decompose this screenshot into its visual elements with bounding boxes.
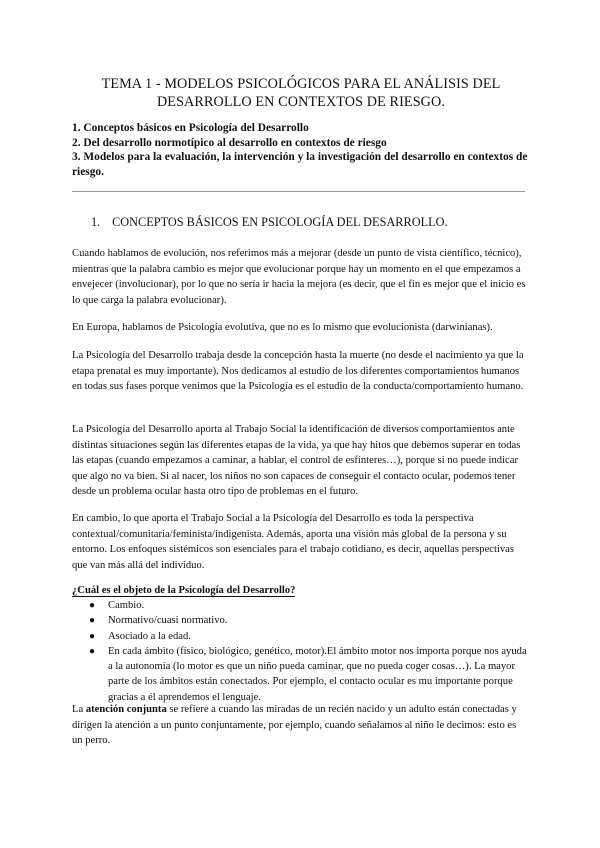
list-item bbox=[72, 613, 529, 628]
list-item bbox=[72, 598, 529, 613]
question-heading bbox=[72, 583, 529, 598]
key-term: atención conjunta bbox=[85, 704, 167, 715]
section-heading bbox=[91, 214, 448, 230]
toc-item: 3. Modelos para la evaluación, la intervención y la investigación del desarrollo en contextos de riesgo. bbox=[72, 151, 528, 178]
bullet-icon: ● bbox=[89, 615, 96, 627]
section-number: 1. bbox=[91, 215, 101, 229]
paragraph: La Psicología del Desarrollo trabaja desde la concepción hasta la muerte (no desde el nacimiento ya que la etapa prenatal es muy importante). Nos dedicamos al estudio de los diferentes comportamientos humanos en todas sus fases porque venimos que la Psicología es el estudio de la conducta/comportamiento humano. bbox=[72, 350, 524, 393]
table-of-contents bbox=[72, 121, 530, 179]
list-item-text: Cambio. bbox=[108, 600, 145, 611]
toc-item: 1. Conceptos básicos en Psicología del Desarrollo bbox=[72, 122, 309, 134]
list-item-text: Normativo/cuasi normativo. bbox=[108, 615, 228, 627]
bullet-icon: ● bbox=[89, 600, 96, 611]
list-item bbox=[72, 644, 529, 705]
paragraph: La Psicología del Desarrollo aporta al Trabajo Social la identificación de diversos comportamientos ante distintas situaciones según las diferentes etapas de la vida, ya que hay hitos que debemos superar en todas las etapas (cuando empezamos a caminar, a hablar, el control de esfínteres…), porque si no puede indicar que algo no va bien. Si al nacer, los niños no son capaces de conseguir el contacto ocular, podemos tener desde un problema ocular hasta otro tipo de problemas en el futuro. bbox=[72, 424, 521, 498]
paragraph: En cambio, lo que aporta el Trabajo Social a la Psicología del Desarrollo es toda la perspectiva contextual/comunitaria/feminista/indigenista. Además, aporta una visión más global de la persona y su entorno. Los enfoques sistémicos son esenciales para el trabajo cotidiano, es decir, aquellas perspectivas que van más allá del individuo. bbox=[72, 513, 515, 571]
list-item-text: En cada ámbito (físico, biológico, genético, motor).El ámbito motor nos importa porque nos ayuda a la autonomía (lo motor es que un niño pueda caminar, que no pueda coger cosas…). La mayor parte de los ámbitos están conectados. Por ejemplo, el contacto ocular es mu importante porque gracias a él aprendemos el lenguaje. bbox=[108, 645, 527, 703]
final-text: se refiere a cuando las miradas de un recién nacido y un adulto están conectadas y dirigen la atención a un punto conjuntamente, por ejemplo, cuando señalamos al niño le decimos: esto es un perro. bbox=[72, 704, 517, 747]
final-prefix: La bbox=[72, 704, 86, 715]
list-item-text: Asociado a la edad. bbox=[108, 630, 191, 642]
question-text: ¿Cuál es el objeto de la Psicología del Desarrollo? bbox=[72, 585, 296, 596]
title-line-2: DESARROLLO EN CONTEXTOS DE RIESGO. bbox=[156, 94, 446, 110]
horizontal-divider bbox=[72, 191, 525, 192]
list-item bbox=[72, 629, 529, 644]
final-paragraph bbox=[72, 702, 529, 749]
title-line-1: TEMA 1 - MODELOS PSICOLÓGICOS PARA EL ANÁLISIS DEL bbox=[101, 76, 501, 92]
section-title: CONCEPTOS BÁSICOS EN PSICOLOGÍA DEL DESARROLLO. bbox=[112, 215, 448, 229]
bullet-list bbox=[72, 598, 529, 705]
paragraph: Cuando hablamos de evolución, nos referimos más a mejorar (desde un punto de vista científico, técnico), mientras que la palabra cambio es mejor que evolucionar porque hay un momento en el que empezamos a envejecer (involucionar), por lo que no sería ir hacia la mejora (es decir, que el fin es mejor que el inicio es lo que carga la palabra evolucionar). bbox=[72, 248, 526, 306]
bullet-icon: ● bbox=[89, 630, 96, 642]
document-title bbox=[72, 75, 530, 111]
paragraph: En Europa, hablamos de Psicología evolutiva, que no es lo mismo que evolucionista (darwinianas). bbox=[72, 322, 493, 333]
bullet-icon: ● bbox=[89, 645, 96, 657]
toc-item: 2. Del desarrollo normotípico al desarrollo en contextos de riesgo bbox=[72, 136, 387, 149]
